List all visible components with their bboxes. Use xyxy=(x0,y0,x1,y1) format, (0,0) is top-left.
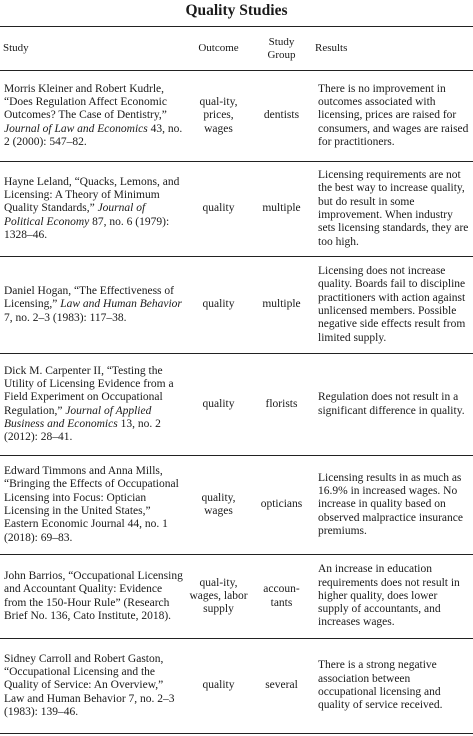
quality-studies-table xyxy=(0,26,473,734)
study-group-cell: florists xyxy=(265,397,298,410)
results-cell: Licensing requirements are not the best way to increase quality, but do result in some improvement. When industry sets licensing standards, they are too high. xyxy=(318,169,469,248)
header-outcome: Outcome xyxy=(198,42,239,55)
results-cell: There is no improvement in outcomes associated with licensing, prices are raised for consumers, and wages are raised for practitioners. xyxy=(318,82,469,148)
study-citation: Daniel Hogan, “The Effectiveness of Licensing,” Law and Human Behavior 7, no. 2–3 (1983): 117–38. xyxy=(4,285,182,324)
table-row xyxy=(0,354,473,456)
outcome-cell: quality, wages xyxy=(201,491,236,517)
outcome-cell: qual-ity, prices, wages xyxy=(199,96,238,135)
table-row xyxy=(0,71,473,162)
results-cell: Licensing does not increase quality. Boards fail to discipline practitioners with action against unlicensed members. Possible negative side effects result from limited supply. xyxy=(318,265,466,344)
study-citation: John Barrios, “Occupational Licensing and Accountant Quality: Evidence from the 150-Hour Rule” (Research Brief No. 136, Cato Institute, 2018). xyxy=(4,569,183,622)
study-group-cell: accoun-tants xyxy=(263,583,300,609)
header-study: Study xyxy=(3,42,29,55)
results-cell: An increase in education requirements does not result in higher quality, does lower supply of accountants, and increases wages. xyxy=(318,563,460,629)
table-row xyxy=(0,162,473,257)
study-citation: Hayne Leland, “Quacks, Lemons, and Licensing: A Theory of Minimum Quality Standards,” Journal of Political Economy 87, no. 6 (1979): 1328–46. xyxy=(4,175,180,241)
study-citation: Sidney Carroll and Robert Gaston, “Occupational Licensing and the Quality of Service: An Overview,” Law and Human Behavior 7, no. 2–3 (1983): 139–46. xyxy=(4,652,175,718)
header-study-group: Study Group xyxy=(267,36,296,61)
header-results: Results xyxy=(315,42,348,55)
study-citation: Morris Kleiner and Robert Kudrle, “Does Regulation Affect Economic Outcomes? The Case of Dentistry,” Journal of Law and Economics 43, no. 2 (2000): 547–82. xyxy=(4,82,183,148)
table-row xyxy=(0,639,473,734)
header-row xyxy=(0,27,473,71)
results-cell: Licensing results in as much as 16.9% in increased wages. No increase in quality based on observed malpractice insurance premiums. xyxy=(318,471,463,537)
table-title: Quality Studies xyxy=(185,2,288,19)
study-group-cell: several xyxy=(265,679,298,692)
outcome-cell: quality xyxy=(202,298,235,311)
study-citation: Dick M. Carpenter II, “Testing the Utility of Licensing Evidence from a Field Experiment on Occupational Regulation,” Journal of Applied Business and Economics 13, no. 2 (2012): 28–41. xyxy=(4,364,174,444)
study-group-cell: dentists xyxy=(263,109,300,122)
study-citation: Edward Timmons and Anna Mills, “Bringing the Effects of Occupational Licensing into Focus: Optician Licensing in the United States,” Eastern Economic Journal 44, no. 1 (2018): 69–83. xyxy=(4,465,179,544)
study-group-cell: opticians xyxy=(260,498,303,511)
results-cell: There is a strong negative association between occupational licensing and quality of service received. xyxy=(318,659,443,712)
table-row xyxy=(0,555,473,639)
outcome-cell: qual-ity, wages, labor supply xyxy=(189,576,248,616)
study-group-cell: multiple xyxy=(262,298,301,311)
outcome-cell: quality xyxy=(202,202,235,215)
study-group-cell: multiple xyxy=(262,202,301,215)
outcome-cell: quality xyxy=(202,679,235,692)
outcome-cell: quality xyxy=(202,397,235,410)
table-row xyxy=(0,257,473,354)
table-row xyxy=(0,456,473,555)
results-cell: Regulation does not result in a significant difference in quality. xyxy=(318,391,465,417)
